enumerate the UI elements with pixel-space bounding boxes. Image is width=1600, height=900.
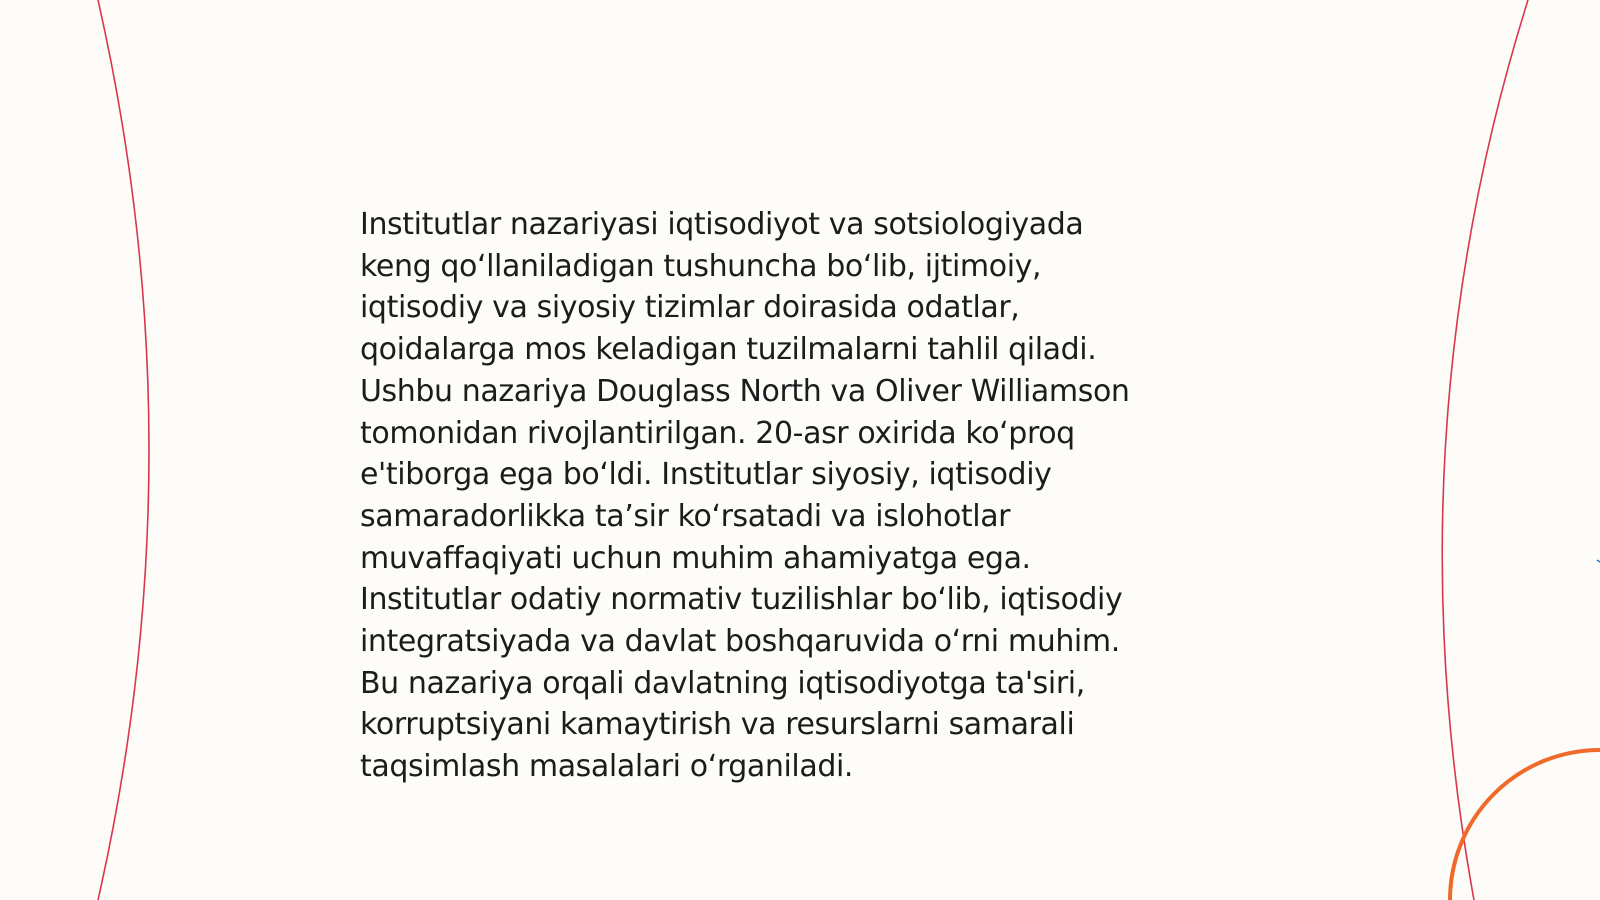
paragraph-line: muvaffaqiyati uchun muhim ahamiyatga ega. bbox=[360, 540, 1031, 576]
paragraph-line: Institutlar nazariyasi iqtisodiyot va sotsiologiyada bbox=[360, 207, 1084, 242]
paragraph-line: tomonidan rivojlantirilgan. 20-asr oxirida ko‘proq bbox=[360, 415, 1075, 451]
right-arc-line bbox=[1442, 0, 1528, 900]
paragraph-line: e'tiborga ega bo‘ldi. Institutlar siyosiy, iqtisodiy bbox=[360, 457, 1052, 493]
paragraph-line: korruptsiyani kamaytirish va resurslarni samarali bbox=[360, 707, 1075, 743]
paragraph-line: Institutlar odatiy normativ tuzilishlar bo‘lib, iqtisodiy bbox=[360, 582, 1123, 618]
left-arc-line bbox=[98, 0, 149, 900]
orange-accent-circle bbox=[1450, 750, 1600, 900]
paragraph-line: integratsiyada va davlat boshqaruvida o‘rni muhim. bbox=[360, 624, 1120, 660]
paragraph-line: iqtisodiy va siyosiy tizimlar doirasida odatlar, bbox=[360, 290, 1020, 326]
paragraph-line: Ushbu nazariya Douglass North va Oliver Williamson bbox=[360, 373, 1130, 409]
paragraph-line: Bu nazariya orqali davlatning iqtisodiyotga ta'siri, bbox=[360, 665, 1085, 701]
body-paragraph bbox=[360, 204, 1240, 788]
paragraph-line: taqsimlash masalalari o‘rganiladi. bbox=[360, 749, 854, 785]
paragraph-line: qoidalarga mos keladigan tuzilmalarni tahlil qiladi. bbox=[360, 332, 1097, 368]
paragraph-line: keng qo‘llaniladigan tushuncha bo‘lib, ijtimoiy, bbox=[360, 248, 1042, 284]
paragraph-line: samaradorlikka ta’sir ko‘rsatadi va islohotlar bbox=[360, 498, 1011, 534]
